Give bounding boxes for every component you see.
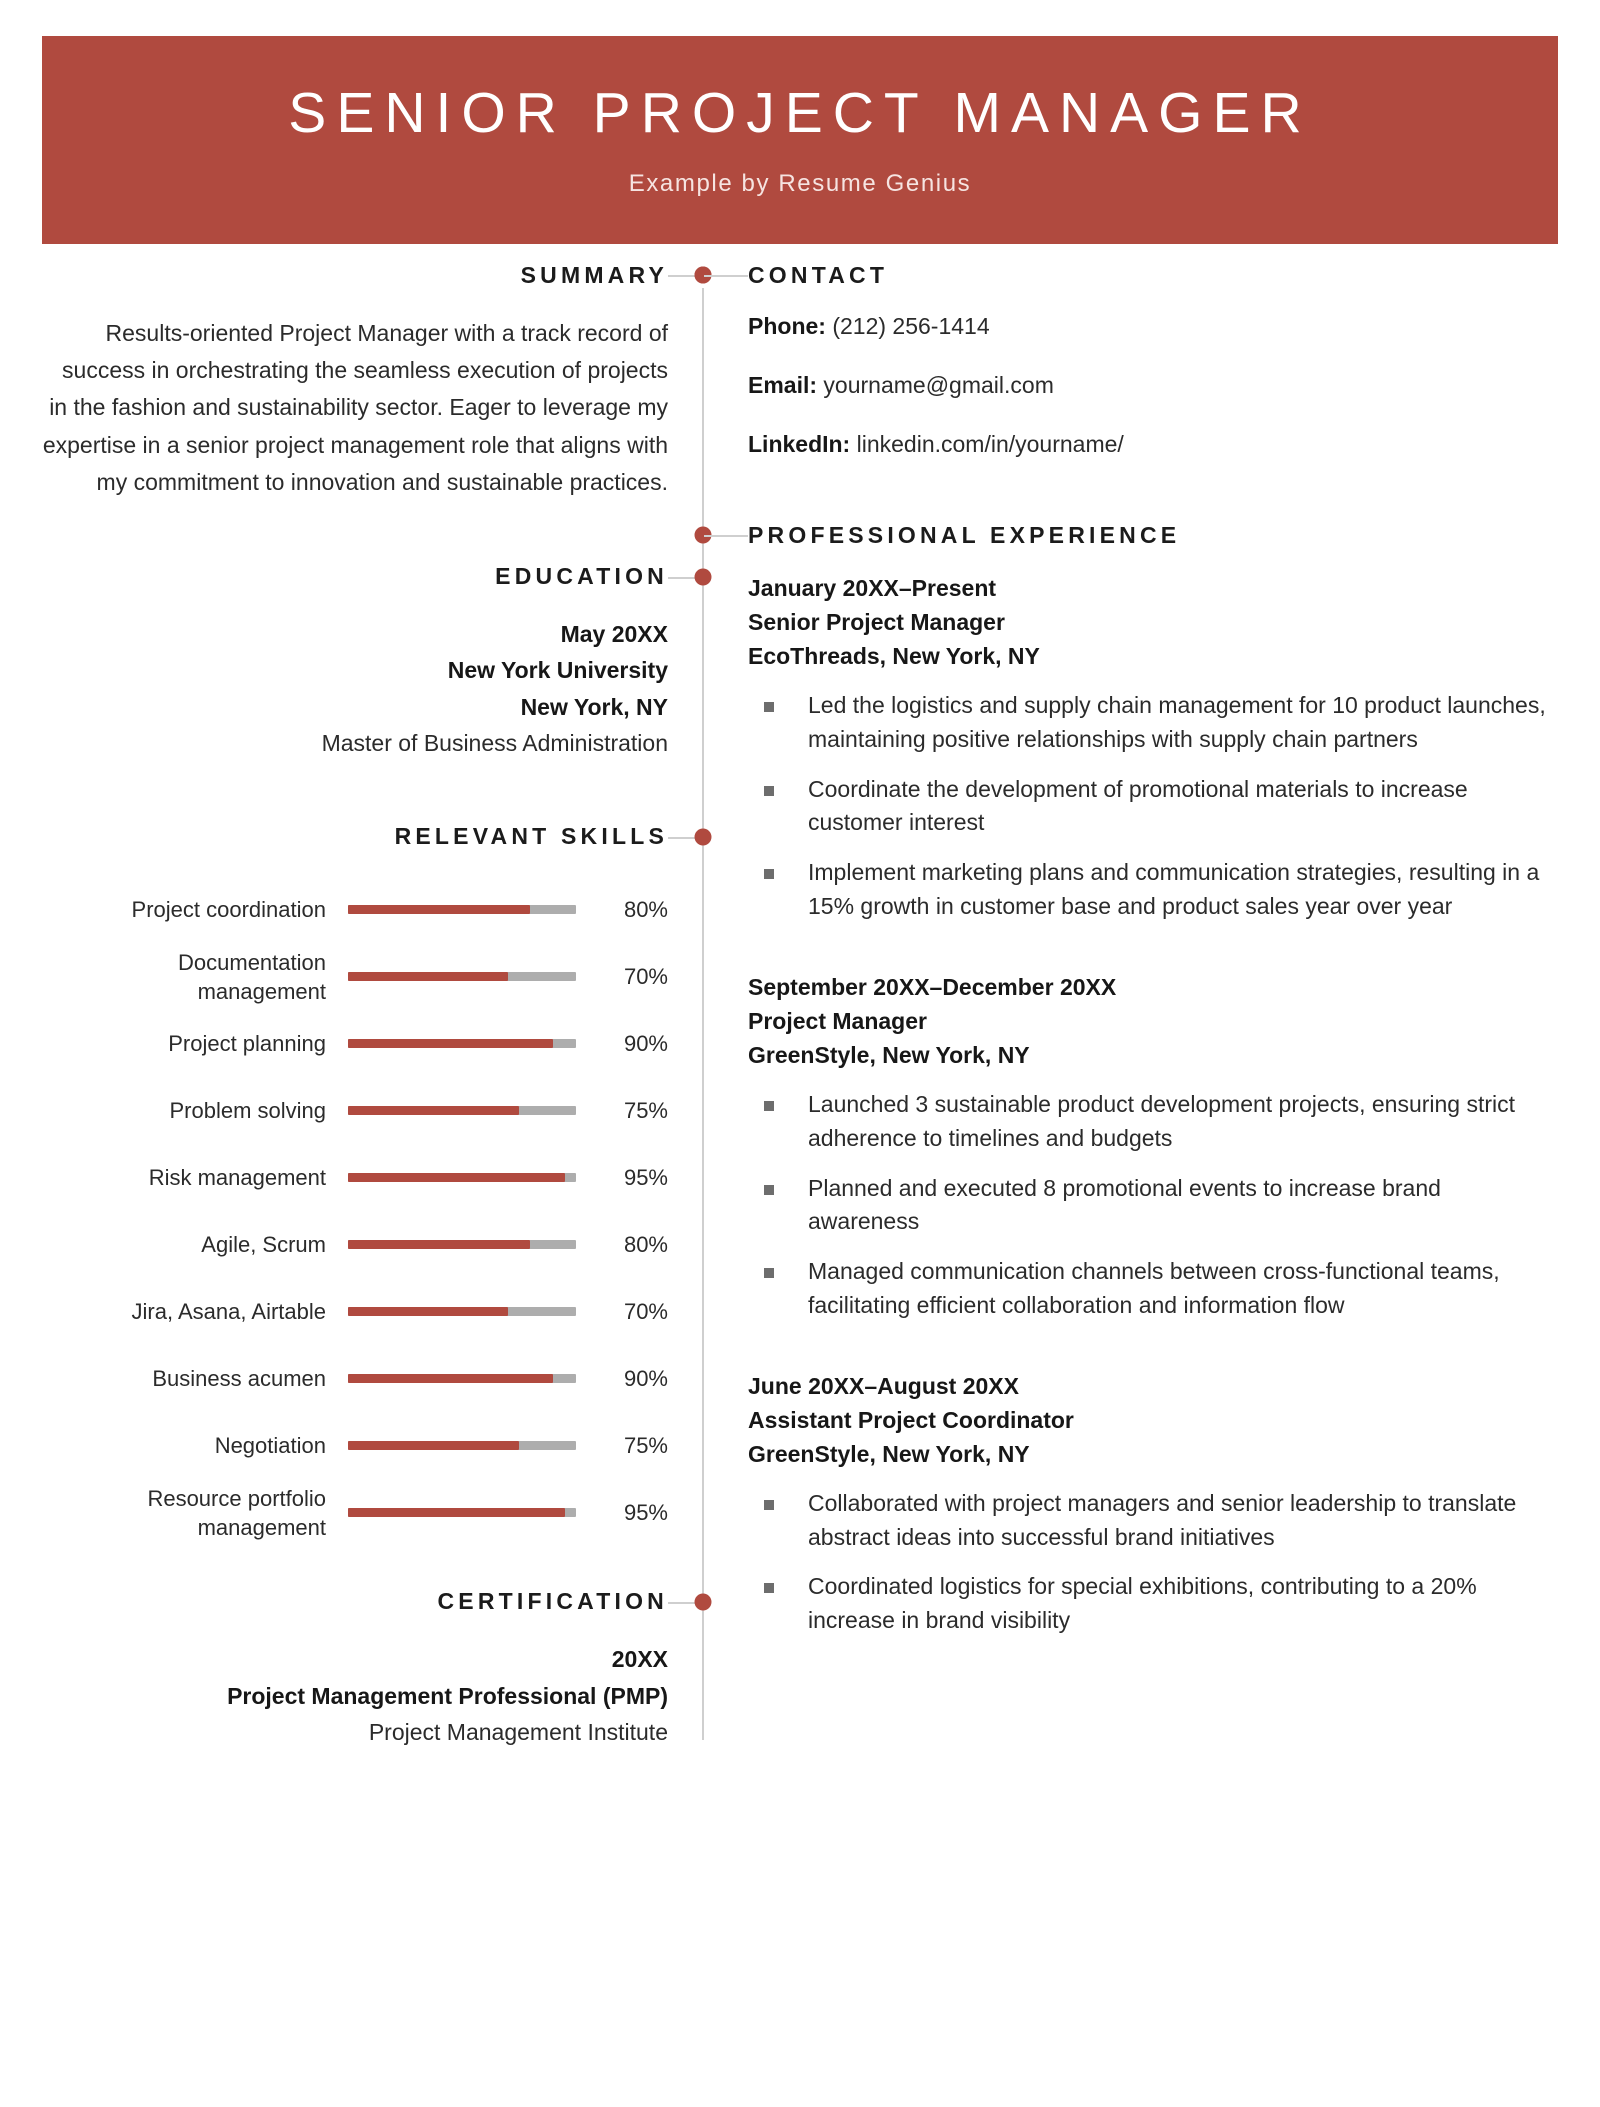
resume-page <box>0 36 1600 2107</box>
contact-item <box>748 370 1558 401</box>
square-bullet-icon <box>764 1583 774 1593</box>
skill-progress-fill <box>348 1374 553 1383</box>
skill-progress-track <box>348 1039 576 1048</box>
skill-progress-fill <box>348 1106 519 1115</box>
square-bullet-icon <box>764 1268 774 1278</box>
experience-company: GreenStyle, New York, NY <box>748 1041 1030 1068</box>
experience-bullet <box>748 1570 1558 1638</box>
education-entry <box>42 616 668 761</box>
square-bullet-icon <box>764 702 774 712</box>
experience-bullet <box>748 1172 1558 1240</box>
experience-date: September 20XX–December 20XX <box>748 973 1117 1000</box>
spacer <box>42 1546 668 1588</box>
skill-percent-label: 95% <box>623 1164 668 1190</box>
experience-bullet-text: Planned and executed 8 promotional events to increase brand awareness <box>808 1174 1441 1235</box>
skill-label: Agile, Scrum <box>201 1232 326 1258</box>
skill-row <box>42 1479 668 1546</box>
contact-label: Phone: <box>748 312 826 339</box>
experience-date: June 20XX–August 20XX <box>748 1372 1019 1399</box>
skill-label: Problem solving <box>169 1098 326 1124</box>
skill-row <box>42 1144 668 1211</box>
skill-row <box>42 1412 668 1479</box>
experience-bullet-text: Coordinated logistics for special exhibitions, contributing to a 20% increase in brand visibility <box>808 1573 1477 1634</box>
summary-text: Results-oriented Project Manager with a track record of success in orchestrating the seamless execution of projects in the fashion and sustainability sector. Eager to leverage my expertise in a senior project management role that aligns with my commitment to innovation and sustainable practices. <box>42 319 668 495</box>
skill-progress-fill <box>348 1173 565 1182</box>
skill-progress-fill <box>348 972 508 981</box>
skill-percent-label: 70% <box>623 1298 668 1324</box>
contact-value[interactable]: yourname@gmail.com <box>823 371 1054 398</box>
skill-percent-label: 70% <box>623 963 668 989</box>
experience-entry <box>748 970 1558 1323</box>
contact-value[interactable]: linkedin.com/in/yourname/ <box>856 430 1124 457</box>
spacer <box>42 501 668 563</box>
page-title: SENIOR PROJECT MANAGER <box>288 81 1312 145</box>
experience-bullet <box>748 1255 1558 1323</box>
square-bullet-icon <box>764 1500 774 1510</box>
section-heading-skills <box>42 823 668 850</box>
skill-progress-track <box>348 905 576 914</box>
skill-label: Documentation management <box>178 949 326 1004</box>
skill-percent-label: 90% <box>623 1030 668 1056</box>
skill-percent-label: 75% <box>623 1432 668 1458</box>
experience-bullet-text: Collaborated with project managers and senior leadership to translate abstract ideas into successful brand initiatives <box>808 1489 1517 1550</box>
education-degree: Master of Business Administration <box>321 730 668 757</box>
experience-company: EcoThreads, New York, NY <box>748 643 1040 670</box>
experience-bullet <box>748 1487 1558 1555</box>
skill-progress-fill <box>348 1307 508 1316</box>
skill-progress-track <box>348 1106 576 1115</box>
left-column <box>42 262 702 1751</box>
skill-label: Business acumen <box>152 1366 326 1392</box>
summary-heading-label: SUMMARY <box>520 261 668 288</box>
section-heading-contact <box>748 262 1558 289</box>
section-heading-experience <box>748 522 1558 549</box>
skill-percent-label: 75% <box>623 1097 668 1123</box>
skill-label: Project coordination <box>131 897 326 923</box>
spacer <box>748 460 1558 522</box>
skill-row <box>42 943 668 1010</box>
skill-percent-label: 90% <box>623 1365 668 1391</box>
header-banner <box>42 36 1558 244</box>
timeline-dot <box>695 828 712 845</box>
experience-job-title: Assistant Project Coordinator <box>748 1406 1074 1433</box>
education-location: New York, NY <box>520 693 668 720</box>
skill-progress-fill <box>348 1039 553 1048</box>
skill-progress-fill <box>348 1441 519 1450</box>
contact-item <box>748 311 1558 342</box>
skill-progress-fill <box>348 1240 530 1249</box>
certification-entry <box>42 1641 668 1750</box>
skill-label: Risk management <box>148 1165 326 1191</box>
experience-bullet-text: Launched 3 sustainable product development projects, ensuring strict adherence to timelines and budgets <box>808 1090 1516 1151</box>
skill-label: Negotiation <box>214 1433 326 1459</box>
timeline-spine <box>702 288 704 1741</box>
certification-organization: Project Management Institute <box>368 1719 668 1746</box>
skill-progress-track <box>348 1173 576 1182</box>
contact-value[interactable]: (212) 256-1414 <box>832 312 990 339</box>
skill-progress-track <box>348 1441 576 1450</box>
skills-list <box>42 876 668 1546</box>
contact-heading-label: CONTACT <box>748 261 889 288</box>
experience-entry <box>748 571 1558 924</box>
skill-progress-track <box>348 1240 576 1249</box>
contact-connector-line <box>704 275 748 277</box>
experience-entry <box>748 1369 1558 1638</box>
experience-bullet <box>748 856 1558 924</box>
experience-job-title: Senior Project Manager <box>748 609 1005 636</box>
skill-progress-track <box>348 972 576 981</box>
experience-job-title: Project Manager <box>748 1007 927 1034</box>
spacer <box>42 761 668 823</box>
skill-row <box>42 1077 668 1144</box>
contact-item <box>748 429 1558 460</box>
skill-row <box>42 1345 668 1412</box>
skill-progress-track <box>348 1307 576 1316</box>
skill-label: Project planning <box>168 1031 326 1057</box>
experience-date: January 20XX–Present <box>748 574 997 601</box>
experience-bullet-list <box>748 1487 1558 1638</box>
timeline-dot <box>695 568 712 585</box>
contact-label: Email: <box>748 371 818 398</box>
experience-bullet <box>748 689 1558 757</box>
square-bullet-icon <box>764 786 774 796</box>
skills-heading-label: RELEVANT SKILLS <box>394 823 668 850</box>
experience-heading-label: PROFESSIONAL EXPERIENCE <box>748 521 1181 548</box>
skill-label: Resource portfolio management <box>147 1485 326 1540</box>
certification-name: Project Management Professional (PMP) <box>227 1682 668 1709</box>
skill-percent-label: 80% <box>623 1231 668 1257</box>
contact-list <box>748 311 1558 460</box>
skill-label: Jira, Asana, Airtable <box>131 1299 326 1325</box>
experience-list <box>748 571 1558 1638</box>
experience-bullet <box>748 773 1558 841</box>
square-bullet-icon <box>764 1185 774 1195</box>
experience-bullet-list <box>748 689 1558 924</box>
experience-bullet-list <box>748 1088 1558 1323</box>
skill-row <box>42 1211 668 1278</box>
resume-body <box>42 244 1558 1751</box>
experience-bullet <box>748 1088 1558 1156</box>
square-bullet-icon <box>764 869 774 879</box>
experience-bullet-text: Managed communication channels between cross-functional teams, facilitating efficient collaboration and information flow <box>808 1258 1500 1318</box>
experience-bullet-text: Implement marketing plans and communication strategies, resulting in a 15% growth in customer base and product sales year over year <box>808 859 1540 920</box>
skill-percent-label: 80% <box>623 896 668 922</box>
skill-percent-label: 95% <box>623 1499 668 1525</box>
contact-label: LinkedIn: <box>748 430 851 457</box>
experience-bullet-text: Led the logistics and supply chain management for 10 product launches, maintaining positive relationships with supply chain partners <box>808 692 1546 752</box>
right-column <box>704 262 1558 1751</box>
skill-progress-track <box>348 1508 576 1517</box>
header-subtitle: Example by Resume Genius <box>628 169 972 197</box>
skill-progress-fill <box>348 905 530 914</box>
skill-row <box>42 1010 668 1077</box>
skill-row <box>42 876 668 943</box>
experience-bullet-text: Coordinate the development of promotional materials to increase customer interest <box>808 775 1468 836</box>
education-school: New York University <box>447 657 668 684</box>
timeline-dot <box>695 1593 712 1610</box>
experience-connector-line <box>704 535 748 537</box>
skill-row <box>42 1278 668 1345</box>
square-bullet-icon <box>764 1101 774 1111</box>
skill-progress-track <box>348 1374 576 1383</box>
certification-heading-label: CERTIFICATION <box>437 1588 668 1615</box>
education-heading-label: EDUCATION <box>495 563 668 590</box>
section-heading-summary <box>42 262 668 289</box>
section-heading-certification <box>42 1588 668 1615</box>
skill-progress-fill <box>348 1508 565 1517</box>
education-date: May 20XX <box>560 621 668 648</box>
experience-company: GreenStyle, New York, NY <box>748 1440 1030 1467</box>
certification-year: 20XX <box>611 1646 668 1673</box>
section-heading-education <box>42 563 668 590</box>
